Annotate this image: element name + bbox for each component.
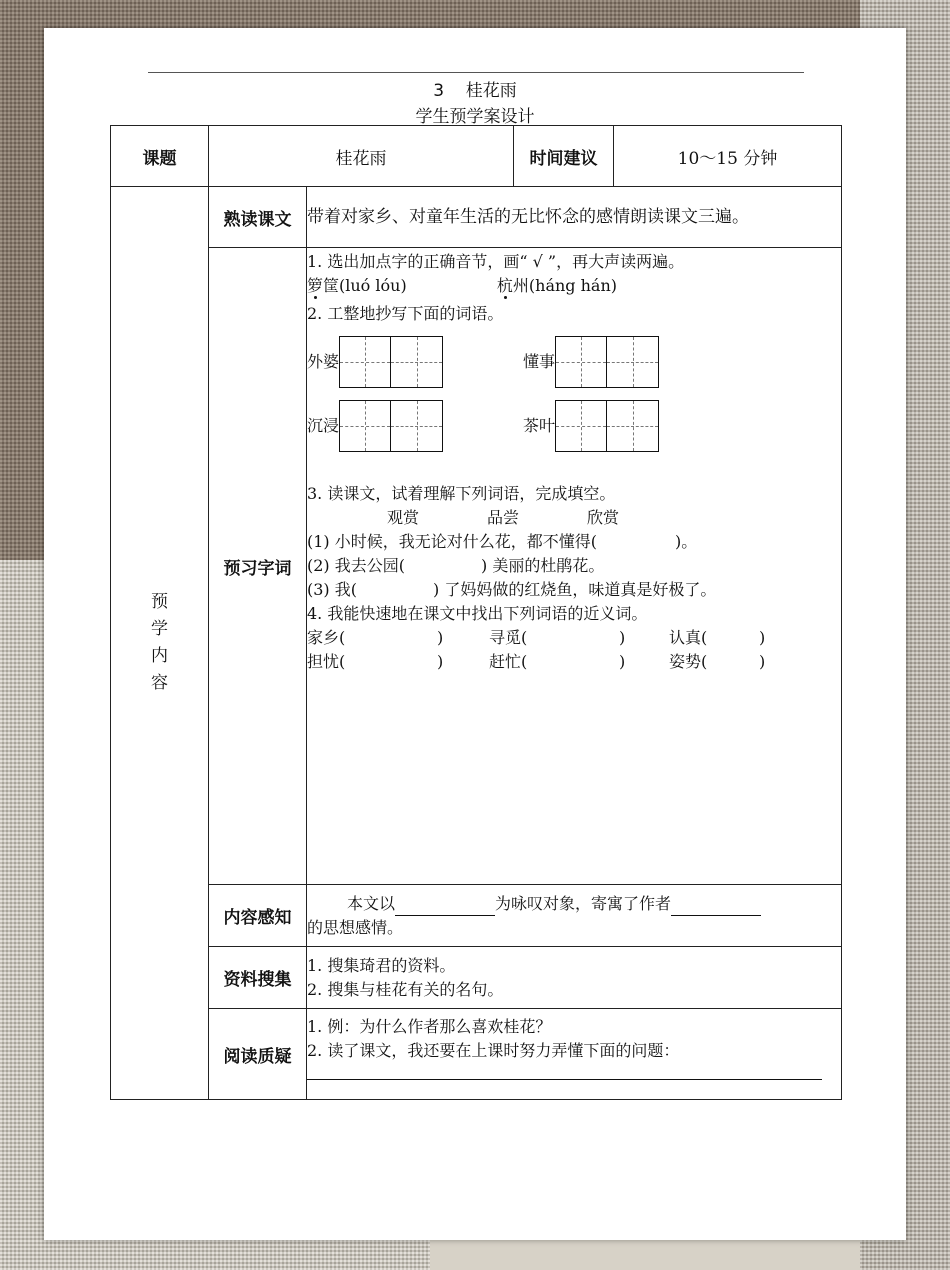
q4-text: 4. 我能快速地在课文中找出下列词语的近义词。: [307, 604, 648, 623]
word-options: 观赏 品尝 欣赏: [387, 508, 620, 527]
synonym-row-1: 家乡( ) 寻觅( ) 认真( ): [307, 628, 766, 647]
worksheet-subtitle: 学生预学案设计: [415, 107, 535, 127]
preview-row: [111, 248, 842, 885]
dotted-char-hang: 杭: [496, 276, 513, 295]
time-label: 时间建议: [514, 126, 614, 187]
lesson-number: 3: [433, 81, 445, 101]
preview-label: 预习字词: [209, 248, 307, 885]
synonym-row-2: 担忧( ) 赶忙( ) 姿势( ): [307, 652, 766, 671]
blank[interactable]: [671, 897, 761, 916]
reading-row: [111, 187, 842, 248]
materials-row: [111, 947, 842, 1009]
word-label: 沉浸: [307, 416, 340, 435]
perception-label: 内容感知: [209, 885, 307, 947]
preview-content: [307, 248, 842, 885]
q3-text: 3. 读课文，试着理解下列词语，完成填空。: [307, 484, 616, 503]
section-label: 预 学 内 容: [111, 187, 209, 1100]
fill-item-1: (1) 小时候，我无论对什么花，都不懂得( )。: [307, 532, 698, 551]
writing-grid[interactable]: [555, 336, 659, 388]
writing-grid[interactable]: [339, 400, 443, 452]
answer-line[interactable]: [307, 1079, 822, 1080]
questions-row: [111, 1009, 842, 1100]
questions-content: 1. 例：为什么作者那么喜欢桂花？ 2. 读了课文，我还要在上课时努力弄懂下面的问题：: [307, 1009, 842, 1100]
materials-label: 资料搜集: [209, 947, 307, 1009]
dotted-char-luo: 箩: [307, 276, 324, 295]
perception-content: 本文以 为咏叹对象，寄寓了作者 的思想感情。: [307, 885, 842, 947]
header-row: [111, 126, 842, 187]
questions-label: 阅读质疑: [209, 1009, 307, 1100]
copy-row-1: [307, 336, 841, 388]
reading-label: 熟读课文: [209, 187, 307, 248]
fill-item-2: (2) 我去公园( ) 美丽的杜鹃花。: [307, 556, 605, 575]
q1-text: 1. 选出加点字的正确音节，画“ √ ”，再大声读两遍。: [307, 252, 685, 271]
lesson-title: [44, 76, 906, 101]
fill-item-3: (3) 我( ) 了妈妈做的红烧鱼，味道真是好极了。: [307, 580, 717, 599]
materials-content: 1. 搜集琦君的资料。 2. 搜集与桂花有关的名句。: [307, 947, 842, 1009]
topic-value: 桂花雨: [209, 126, 514, 187]
header-rule: [148, 72, 804, 73]
worksheet-paper: [44, 28, 906, 1240]
reading-text: 带着对家乡、对童年生活的无比怀念的感情朗读课文三遍。: [307, 187, 842, 248]
perception-row: [111, 885, 842, 947]
lesson-name: 桂花雨: [465, 81, 517, 101]
copy-row-2: [307, 400, 841, 452]
word-label: 外婆: [307, 352, 340, 371]
writing-grid[interactable]: [339, 336, 443, 388]
topic-label: 课题: [111, 126, 209, 187]
time-value: 10～15 分钟: [614, 126, 842, 187]
word-label: 茶叶: [523, 416, 556, 435]
blank[interactable]: [395, 897, 495, 916]
writing-grid[interactable]: [555, 400, 659, 452]
preview-table: [110, 125, 842, 1100]
q1-items: 箩筐(luó lóu) 杭州(háng hán): [307, 276, 618, 295]
q2-text: 2. 工整地抄写下面的词语。: [307, 304, 504, 323]
word-label: 懂事: [523, 352, 556, 371]
